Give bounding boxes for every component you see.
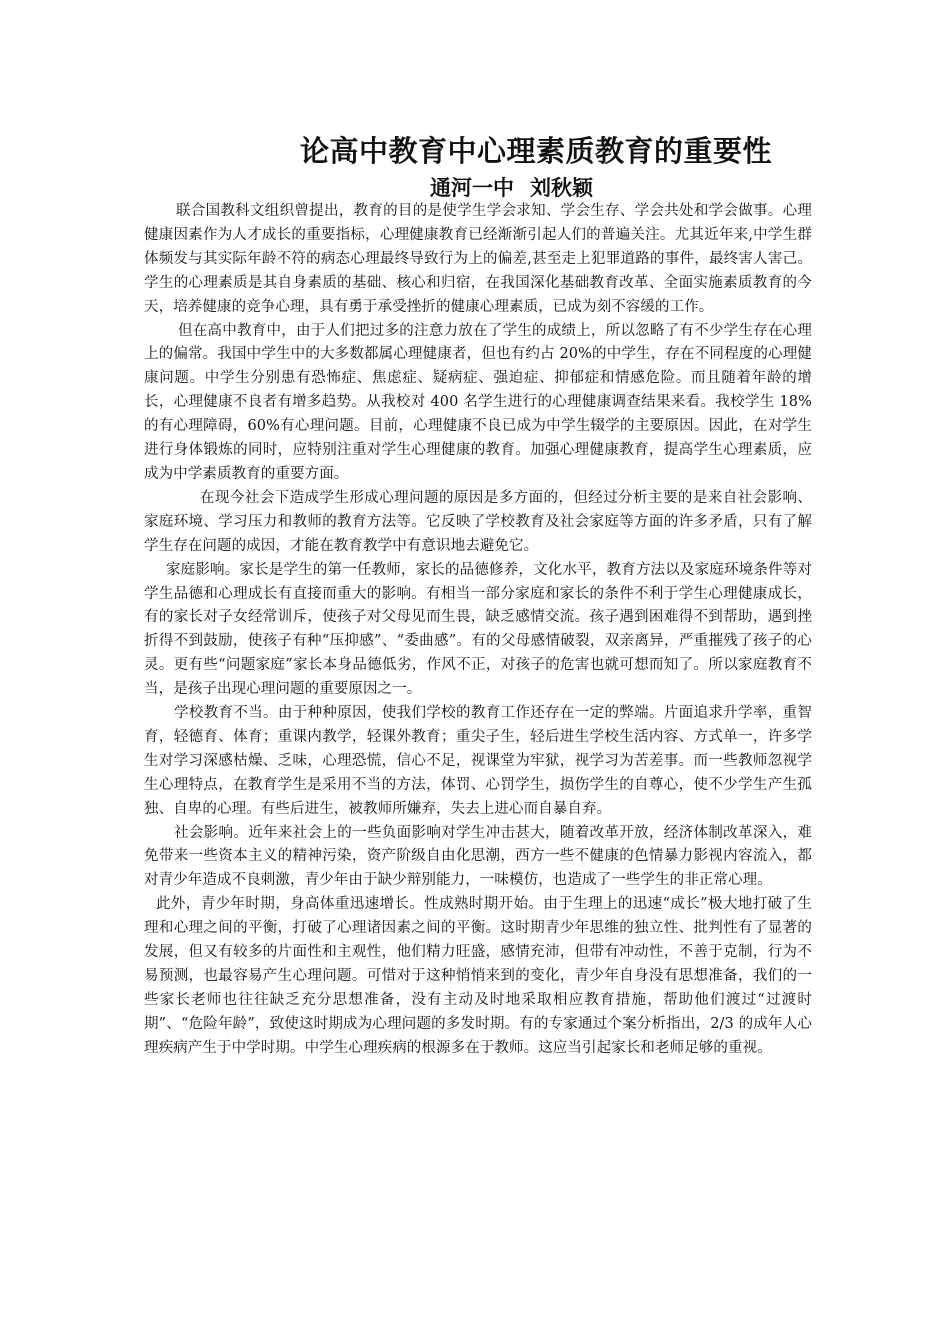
paragraph-causes: 在现今社会下造成学生形成心理问题的原因是多方面的，但经过分析主要的是来自社会影响、家庭环境、学习压力和教师的教育方法等。它反映了学校教育及社会家庭等方面的许多矛盾，只有了解学生存在问题的成因，才能在教育教学中有意识地去避免它。 (144, 489, 812, 554)
paragraph-adolescence: 此外，青少年时期，身高体重迅速增长。性成熟时期开始。由于生理上的迅速“成长”极大地打破了生理和心理之间的平衡，打破了心理诸因素之间的平衡。这时期青少年思维的独立性、批判性有了显著的发展，但又有较多的片面性和主观性，他们精力旺盛，感情充沛，但带有冲动性，不善于克制，行为不易预测，也最容易产生心理问题。可惜对于这种悄悄来到的变化，青少年自身没有思想准备，我们的一些家长老师也往往缺乏充分思想准备，没有主动及时地采取相应教育措施，帮助他们渡过“过渡时期”、“危险年龄”，致使这时期成为心理问题的多发时期。有的专家通过个案分析指出，2/3 的成年人心理疾病产生于中学时期。中学生心理疾病的根源多在于教师。这应当引起家长和老师足够的重视。 (144, 896, 812, 1056)
paragraph-school-education: 学校教育不当。由于种种原因，使我们学校的教育工作还存在一定的弊端。片面追求升学率，重智育，轻德育、体育；重课内教学，轻课外教育；重尖子生，轻后进生学校生活内容、方式单一，许多学生对学习深感枯燥、乏味，心理恐慌，信心不足，视课堂为牢狱，视学习为苦差事。而一些教师忽视学生心理特点，在教育学生是采用不当的方法，体罚、心罚学生，损伤学生的自尊心，使不少学生产生孤独、自卑的心理。有些后进生，被教师所嫌弃，失去上进心而自暴自弃。 (144, 705, 812, 817)
author-byline (430, 174, 730, 202)
author-name: 刘秋颖 (530, 175, 593, 200)
document-title: 论高中教育中心理素质教育的重要性 (300, 134, 773, 168)
paragraph-intro: 联合国教科文组织曾提出，教育的目的是使学生学会求知、学会生存、学会共处和学会做事。心理健康因素作为人才成长的重要指标，心理健康教育已经渐渐引起人们的普遍关注。尤其近年来,中学生群体频发与其实际年龄不符的病态心理最终导致行为上的偏差,甚至走上犯罪道路的事件，最终害人害己。学生的心理素质是其自身素质的基础、核心和归宿，在我国深化基础教育改革、全面实施素质教育的今天，培养健康的竞争心理，具有勇于承受挫折的健康心理素质，已成为刻不容缓的工作。 (144, 203, 812, 315)
document-body (144, 200, 812, 1061)
paragraph-current-state: 但在高中教育中，由于人们把过多的注意力放在了学生的成绩上，所以忽略了有不少学生存在心理上的偏常。我国中学生中的大多数都属心理健康者，但也有约占 20%的中学生，存在不同程度的心理健康问题。中学生分别患有恐怖症、焦虑症、疑病症、强迫症、抑郁症和情感危险。而且随着年龄的增长，心理健康不良者有增多趋势。从我校对 400 名学生进行的心理健康调查结果来看。我校学生 18%的有心理障碍，60%有心理问题。目前，心理健康不良已成为中学生辍学的主要原因。因此，在对学生进行身体锻炼的同时，应特别注重对学生心理健康的教育。加强心理健康教育，提高学生心理素质，应成为中学素质教育的重要方面。 (144, 322, 812, 482)
paragraph-social-influence: 社会影响。近年来社会上的一些负面影响对学生冲击甚大，随着改革开放，经济体制改革深入，难免带来一些资本主义的精神污染，资产阶级自由化思潮，西方一些不健康的色情暴力影视内容流入，都对青少年造成不良刺激，青少年由于缺少辩别能力，一味模仿，也造成了一些学生的非正常心理。 (144, 824, 812, 889)
school-name: 通河一中 (430, 175, 514, 200)
paragraph-family-influence: 家庭影响。家长是学生的第一任教师，家长的品德修养，文化水平，教育方法以及家庭环境条件等对学生品德和心理成长有直接而重大的影响。有相当一部分家庭和家长的条件不利于学生心理健康成长，有的家长对子女经常训斥，使孩子对父母见而生畏，缺乏感情交流。孩子遇到困难得不到帮助，遇到挫折得不到鼓励，使孩子有种“压抑感”、“委曲感”。有的父母感情破裂，双亲离异，严重摧残了孩子的心灵。更有些“问题家庭”家长本身品德低劣，作风不正，对孩子的危害也就可想而知了。所以家庭教育不当，是孩子出现心理问题的重要原因之一。 (144, 561, 812, 698)
